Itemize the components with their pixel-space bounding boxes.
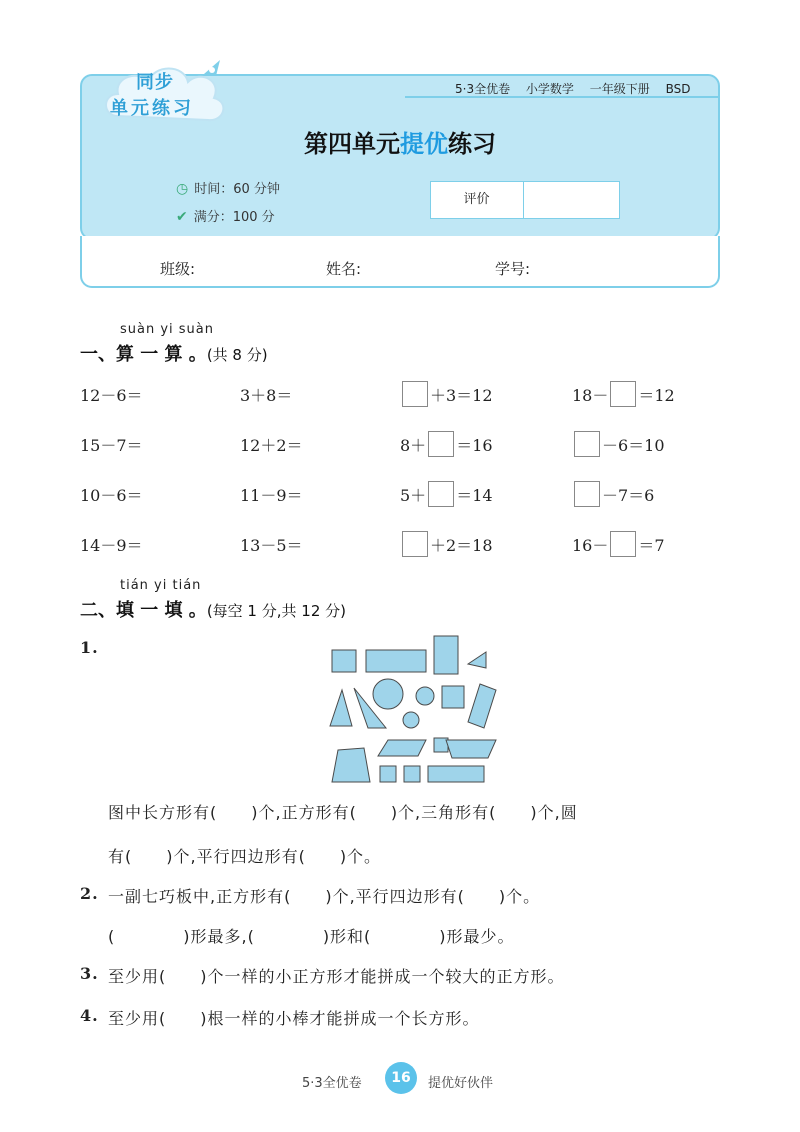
answer-box[interactable] <box>428 481 454 507</box>
clock-icon: ◷ <box>176 181 189 197</box>
square-shape <box>380 766 396 782</box>
question-4-text: 至少用( )根一样的小棒才能拼成一个长方形。 <box>108 1009 480 1028</box>
equation-text: ＝12 <box>638 385 675 405</box>
answer-box[interactable] <box>610 531 636 557</box>
equation-1-3 <box>400 381 493 407</box>
equation-3-4 <box>572 481 654 507</box>
answer-box[interactable] <box>428 431 454 457</box>
check-circle-icon: ✔ <box>176 209 188 225</box>
question-3-text: 至少用( )个一样的小正方形才能拼成一个较大的正方形。 <box>108 967 565 986</box>
page-title <box>0 124 800 159</box>
title-suffix: 练习 <box>448 130 496 158</box>
answer-box[interactable] <box>574 481 600 507</box>
badge-text-2: 单元练习 <box>110 98 194 119</box>
equation-text: 16－ <box>572 535 609 555</box>
footer-slogan: 提优好伙伴 <box>428 1076 494 1091</box>
equation-text: ＝14 <box>456 485 493 505</box>
equation-1-4 <box>572 381 675 407</box>
evaluation-label: 评价 <box>430 181 524 219</box>
equation-text: ＝16 <box>456 435 493 455</box>
rectangle-shape <box>468 684 496 728</box>
question-4-number: 4. <box>80 1006 99 1025</box>
equation-3-2: 11－9＝ <box>240 486 303 505</box>
question-2-line2: ( )形最多,( )形和( )形最少。 <box>108 927 515 946</box>
question-1-line2: 有( )个,平行四边形有( )个。 <box>108 847 382 866</box>
equation-text: 5＋ <box>400 485 427 505</box>
trapezoid-shape <box>332 748 370 782</box>
trapezoid-shape <box>446 740 496 758</box>
section1-pinyin: suàn yi suàn <box>120 322 215 337</box>
shapes-figure <box>326 632 506 784</box>
equation-3-3 <box>400 481 493 507</box>
time-limit <box>176 178 280 197</box>
time-text: 时间：60 分钟 <box>194 182 280 197</box>
section2-heading: 二、填 一 填 。 <box>80 600 207 621</box>
equation-2-1: 15－7＝ <box>80 436 143 455</box>
rectangle-shape <box>428 766 484 782</box>
triangle-shape <box>330 690 352 726</box>
score-text: 满分：100 分 <box>193 210 275 225</box>
answer-box[interactable] <box>574 431 600 457</box>
question-3-number: 3. <box>80 964 99 983</box>
equation-text: ＋3＝12 <box>430 385 493 405</box>
equation-1-1: 12－6＝ <box>80 386 143 405</box>
equation-4-4 <box>572 531 665 557</box>
equation-text: 8＋ <box>400 435 427 455</box>
triangle-shape <box>468 652 486 668</box>
rectangle-shape <box>366 650 426 672</box>
section2-title <box>80 596 346 622</box>
rectangle-shape <box>434 636 458 674</box>
badge-text-1: 同步 <box>136 72 174 93</box>
equation-2-2: 12＋2＝ <box>240 436 303 455</box>
answer-box[interactable] <box>610 381 636 407</box>
equation-text: －7＝6 <box>602 485 655 505</box>
equation-2-3 <box>400 431 493 457</box>
question-2-line1: 一副七巧板中,正方形有( )个,平行四边形有( )个。 <box>108 887 541 906</box>
equation-3-1: 10－6＝ <box>80 486 143 505</box>
series-book: 5·3全优卷 <box>455 82 511 96</box>
question-1-line1: 图中长方形有( )个,正方形有( )个,三角形有( )个,圆 <box>108 803 578 822</box>
equation-2-4 <box>572 431 665 457</box>
page-number: 16 <box>385 1062 417 1094</box>
series-grade: 一年级下册 <box>589 82 650 96</box>
equation-1-2: 3＋8＝ <box>240 386 293 405</box>
section1-points: (共 8 分) <box>206 346 268 364</box>
circle-shape <box>373 679 403 709</box>
equation-text: ＋2＝18 <box>430 535 493 555</box>
square-shape <box>442 686 464 708</box>
question-2-number: 2. <box>80 884 99 903</box>
square-shape <box>332 650 356 672</box>
answer-box[interactable] <box>402 531 428 557</box>
name-label: 姓名: <box>326 260 362 278</box>
equation-4-2: 13－5＝ <box>240 536 303 555</box>
series-edition: BSD <box>665 82 691 96</box>
series-info <box>455 80 703 97</box>
full-score <box>176 206 275 225</box>
parallelogram-shape <box>378 740 426 756</box>
section2-points: (每空 1 分,共 12 分) <box>206 602 346 620</box>
section2-pinyin: tián yi tián <box>120 578 202 593</box>
question-1-number: 1. <box>80 638 99 657</box>
id-label: 学号: <box>495 260 531 278</box>
circle-shape <box>416 687 434 705</box>
title-highlight: 提优 <box>400 130 448 158</box>
answer-box[interactable] <box>402 381 428 407</box>
equation-4-1: 14－9＝ <box>80 536 143 555</box>
footer-brand: 5·3全优卷 <box>302 1076 362 1091</box>
title-prefix: 第四单元 <box>304 130 400 158</box>
equation-4-3 <box>400 531 493 557</box>
class-label: 班级: <box>160 260 196 278</box>
section1-heading: 一、算 一 算 。 <box>80 344 207 365</box>
equation-text: －6＝10 <box>602 435 665 455</box>
circle-shape <box>403 712 419 728</box>
equation-text: 18－ <box>572 385 609 405</box>
section1-title <box>80 340 268 366</box>
equation-text: ＝7 <box>638 535 665 555</box>
square-shape <box>404 766 420 782</box>
series-subject: 小学数学 <box>525 82 574 96</box>
